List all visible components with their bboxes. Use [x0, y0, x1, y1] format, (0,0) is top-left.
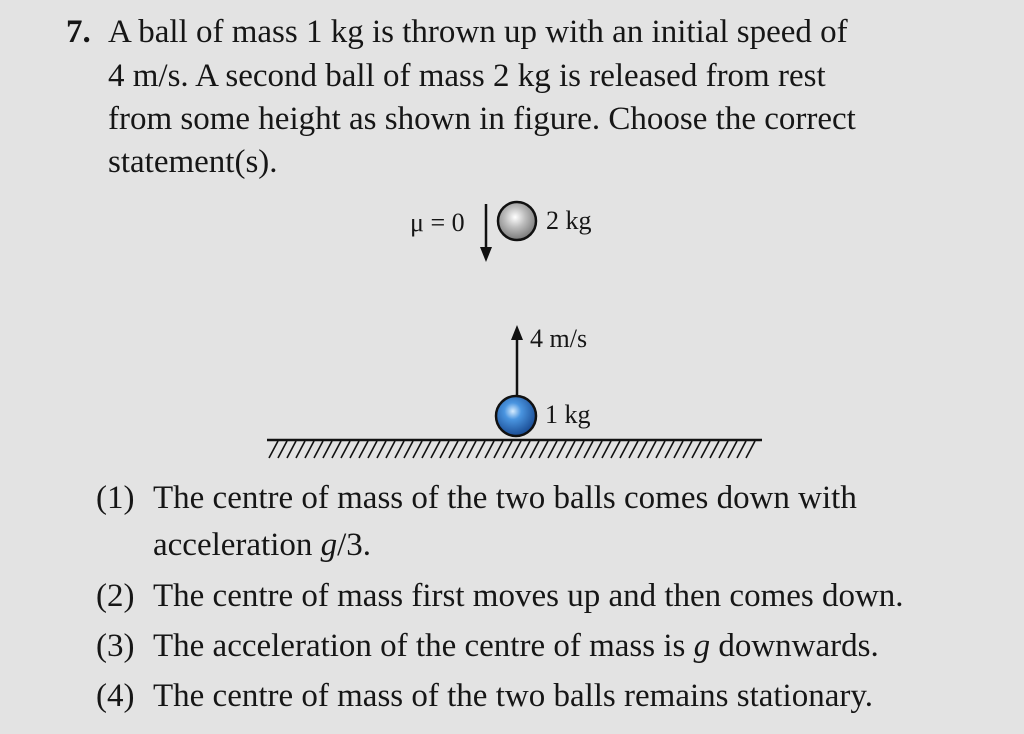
ground-hatch-line — [584, 441, 593, 458]
option-label: (1) — [96, 480, 135, 516]
option-text-part: /3. — [337, 527, 372, 563]
ground-hatch-line — [323, 441, 332, 458]
ground-hatch-line — [449, 441, 458, 458]
ground-hatch-line — [494, 441, 503, 458]
ground-hatch-line — [467, 441, 476, 458]
ground-hatch-line — [593, 441, 602, 458]
ground-hatch-line — [638, 441, 647, 458]
option-text: The centre of mass of the two balls comes down with — [153, 480, 857, 516]
ground-hatch-line — [611, 441, 620, 458]
ground-hatch-line — [269, 441, 278, 458]
ground-hatch-line — [368, 441, 377, 458]
bottom-ball-mass-label: 1 kg — [545, 400, 591, 429]
ground-hatch-line — [656, 441, 665, 458]
option-text: The centre of mass first moves up and then comes down. — [153, 578, 904, 614]
ground-hatch-line — [476, 441, 485, 458]
ground-hatch-line — [539, 441, 548, 458]
down-arrow — [480, 204, 492, 262]
ground-hatch-line — [458, 441, 467, 458]
ground-hatch-line — [521, 441, 530, 458]
question-text-line: 4 m/s. A second ball of mass 2 kg is released from rest — [108, 58, 826, 94]
ground-hatch-line — [692, 441, 701, 458]
top-ball-mass-label: 2 kg — [546, 206, 592, 235]
option-text: The centre of mass of the two balls remains stationary. — [153, 678, 873, 714]
ground-hatch-line — [350, 441, 359, 458]
ground-hatch-line — [440, 441, 449, 458]
friction-label: μ = 0 — [410, 208, 465, 237]
ground-hatch-line — [422, 441, 431, 458]
ground-hatch-line — [602, 441, 611, 458]
ground-hatch-line — [413, 441, 422, 458]
ground-hatch-line — [746, 441, 755, 458]
ground-hatch-line — [710, 441, 719, 458]
ground-hatch-line — [341, 441, 350, 458]
ground-hatch-line — [359, 441, 368, 458]
ground — [267, 440, 762, 458]
top-ball — [498, 202, 536, 240]
ground-hatch-line — [305, 441, 314, 458]
ground-hatch-line — [728, 441, 737, 458]
ground-hatch-line — [701, 441, 710, 458]
ground-hatch-line — [431, 441, 440, 458]
ground-hatch-line — [557, 441, 566, 458]
ground-hatch-line — [503, 441, 512, 458]
ground-hatch-line — [548, 441, 557, 458]
ground-hatch-line — [647, 441, 656, 458]
ground-hatch-line — [530, 441, 539, 458]
question-text-line: statement(s). — [108, 144, 278, 180]
ground-hatch-line — [719, 441, 728, 458]
ground-hatch-line — [404, 441, 413, 458]
question-text-line: from some height as shown in figure. Choose the correct — [108, 101, 856, 137]
ground-hatch-line — [296, 441, 305, 458]
option-text-part: downwards. — [710, 628, 879, 664]
ground-hatch-line — [683, 441, 692, 458]
option-label: (3) — [96, 628, 135, 664]
ground-hatch-line — [566, 441, 575, 458]
option-text-italic: g — [320, 527, 338, 563]
option-text — [153, 626, 879, 666]
ground-hatch-line — [737, 441, 746, 458]
ground-hatch-line — [629, 441, 638, 458]
ground-hatch-line — [674, 441, 683, 458]
option-text-part: acceleration — [153, 527, 321, 563]
ground-hatch-line — [485, 441, 494, 458]
ground-hatch-line — [314, 441, 323, 458]
ground-hatch-line — [620, 441, 629, 458]
bottom-ball — [496, 396, 536, 436]
ground-hatch-line — [332, 441, 341, 458]
ground-hatch-line — [512, 441, 521, 458]
option-1-continuation — [153, 525, 371, 565]
ground-hatch-line — [665, 441, 674, 458]
up-arrow — [511, 325, 523, 398]
ground-hatch-line — [287, 441, 296, 458]
ground-hatch-line — [377, 441, 386, 458]
option-text-part: The acceleration of the centre of mass is — [153, 628, 694, 664]
question-number: 7. — [66, 14, 91, 50]
ground-hatch-line — [386, 441, 395, 458]
ground-hatch-line — [278, 441, 287, 458]
ground-hatch-line — [575, 441, 584, 458]
option-text-italic: g — [693, 628, 711, 664]
question-text-line: A ball of mass 1 kg is thrown up with an initial speed of — [108, 14, 848, 50]
speed-label: 4 m/s — [530, 324, 588, 353]
option-label: (2) — [96, 578, 135, 614]
ground-hatch-line — [395, 441, 404, 458]
option-label: (4) — [96, 678, 135, 714]
